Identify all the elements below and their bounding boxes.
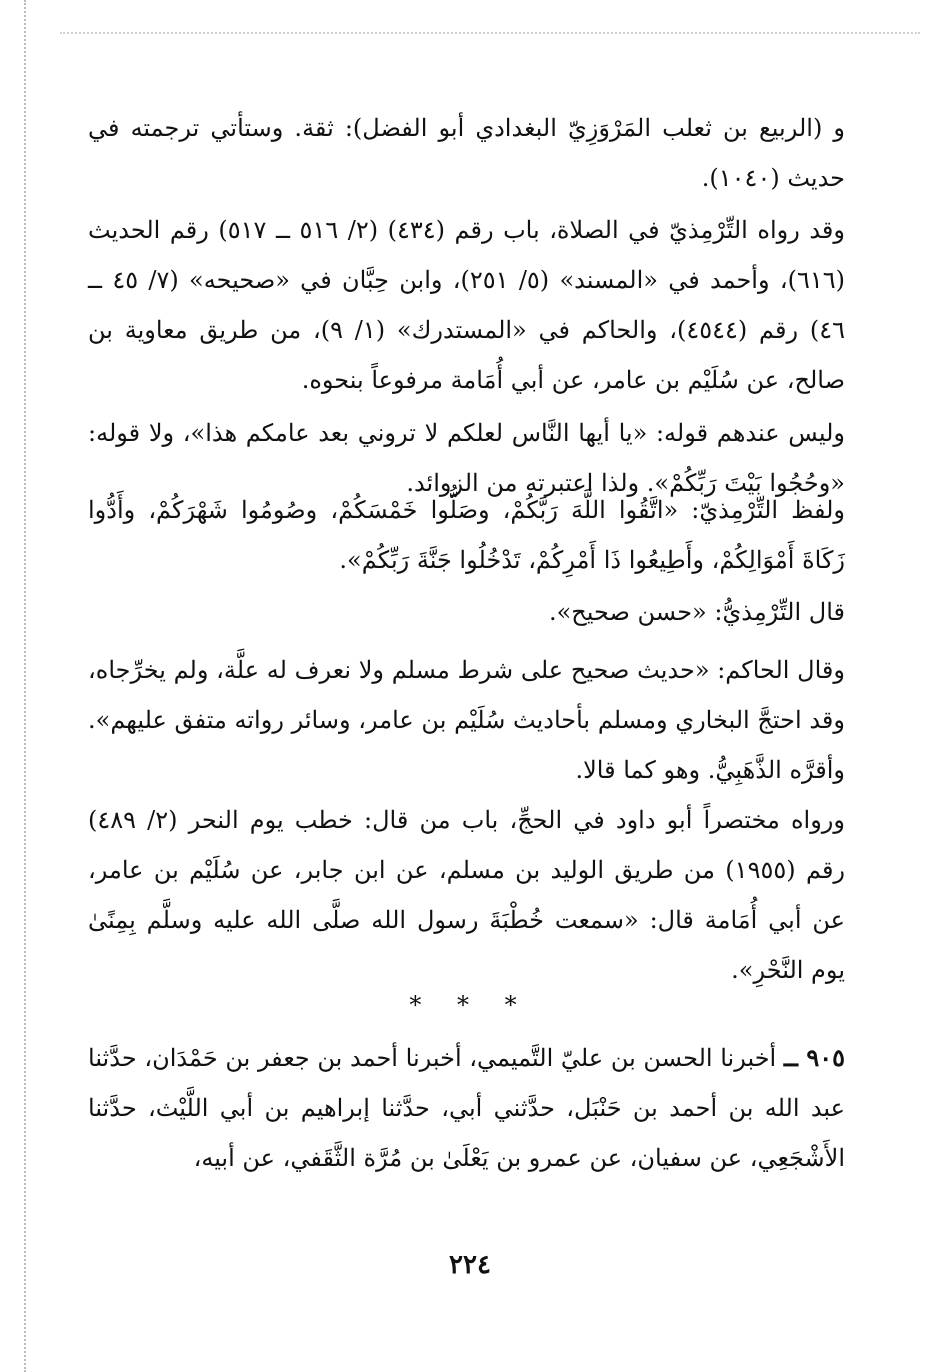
paragraph-text: قال التِّرْمِذيُّ: «حسن صحيح». — [548, 598, 845, 626]
scan-margin-dots — [24, 0, 26, 1372]
hadith-905 — [88, 1033, 845, 1183]
paragraph-text: ولفظ التِّرْمِذيّ: «اتَّقُوا اللَّهَ رَبَّكُمْ، وصَلُّوا خَمْسَكُمْ، وصُومُوا شَهْرَكُمْ، وأَدُّوا زَكَاةَ أَمْوَالِكُمْ، وأَطِيعُوا ذَا أَمْرِكُمْ، تَدْخُلُوا جَنَّةَ رَبِّكُمْ». — [88, 496, 845, 574]
paragraph-hakim-grade — [88, 645, 845, 795]
page-number: ٢٢٤ — [449, 1250, 491, 1280]
section-separator: * * * — [409, 991, 531, 1019]
paragraph-tirmidhi-source — [88, 205, 845, 405]
paragraph-narrator-note — [88, 103, 845, 203]
paragraph-tirmidhi-wording — [88, 485, 845, 585]
paragraph-text: ورواه مختصراً أبو داود في الحجِّ، باب من قال: خطب يوم النحر (٢/ ٤٨٩) رقم (١٩٥٥) من طريق الوليد بن مسلم، عن ابن جابر، عن سُلَيْم بن عامر، عن أبي أُمَامة قال: «سمعت خُطْبَةَ رسول الله صلَّى الله عليه وسلَّم بِمِنًىٰ يوم النَّحْرِ». — [88, 806, 846, 984]
paragraph-text: وقال الحاكم: «حديث صحيح على شرط مسلم ولا نعرف له علَّة، ولم يخرِّجاه، وقد احتجَّ البخاري ومسلم بأحاديث سُلَيْم بن عامر، وسائر رواته متفق عليهم». وأقرَّه الذَّهَبِيُّ. وهو كما قالا. — [88, 656, 845, 784]
paragraph-tirmidhi-grade — [88, 587, 845, 637]
paragraph-text: و (الربيع بن ثعلب المَرْوَزِيّ البغدادي أبو الفضل): ثقة. وستأتي ترجمته في حديث (١٠٤٠). — [88, 114, 845, 192]
paragraph-text: وقد رواه التِّرْمِذيّ في الصلاة، باب رقم (٤٣٤) (٢/ ٥١٦ ــ ٥١٧) رقم الحديث (٦١٦)، وأحمد في «المسند» (٥/ ٢٥١)، وابن حِبَّان في «صحيحه» (٧/ ٤٥ ــ ٤٦) رقم (٤٥٤٤)، والحاكم في «المستدرك» (١/ ٩)، من طريق معاوية بن صالح، عن سُلَيْم بن عامر، عن أبي أُمَامة مرفوعاً بنحوه. — [88, 216, 845, 394]
paragraph-text: وليس عندهم قوله: «يا أيها النَّاس لعلكم لا تروني بعد عامكم هذا»، ولا قوله: «وحُجُوا بَيْتَ رَبِّكُمْ». ولذا اعتبرته من الزوائد. — [88, 419, 845, 497]
paragraph-abu-dawud — [88, 795, 845, 995]
hadith-chain-text: أخبرنا الحسن بن عليّ التَّميمي، أخبرنا أحمد بن جعفر بن حَمْدَان، حدَّثنا عبد الله بن أحمد بن حَنْبَل، حدَّثني أبي، حدَّثنا إبراهيم بن أبي اللَّيْث، حدَّثنا الأَشْجَعِي، عن سفيان، عن عمرو بن يَعْلَىٰ بن مُرَّة الثَّقَفي، عن أبيه، — [88, 1044, 845, 1172]
hadith-number: ٩٠٥ ــ — [783, 1043, 846, 1072]
scan-top-dots — [60, 32, 920, 34]
